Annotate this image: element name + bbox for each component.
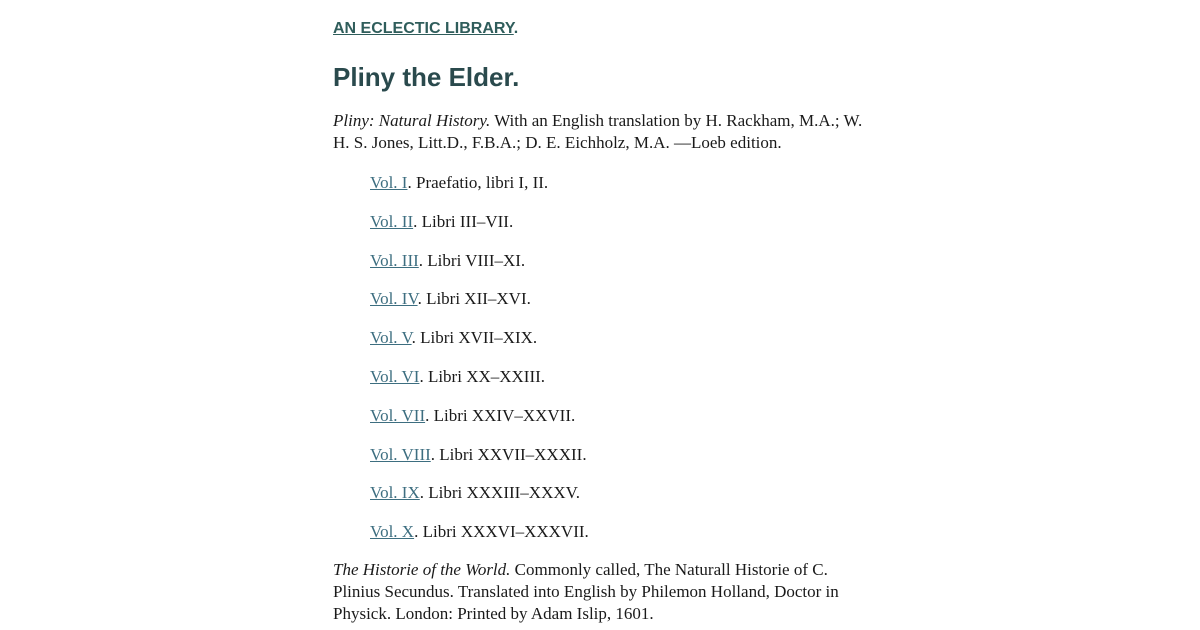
volume-link[interactable]: Vol. III bbox=[370, 250, 419, 270]
list-item bbox=[370, 405, 589, 444]
volume-link[interactable]: Vol. IX bbox=[370, 483, 420, 503]
page-title: Pliny the Elder. bbox=[333, 62, 520, 92]
volume-link[interactable]: Vol. VIII bbox=[370, 444, 431, 464]
volume-link[interactable]: Vol. VI bbox=[370, 366, 420, 386]
volume-description: . Libri XXXVI–XXXVII. bbox=[414, 522, 589, 542]
volume-description: . Praefatio, libri I, II. bbox=[407, 173, 549, 192]
site-header bbox=[333, 20, 518, 38]
volume-link[interactable]: Vol. V bbox=[370, 328, 412, 348]
volume-description: . Libri XX–XXIII. bbox=[419, 366, 546, 386]
volume-list bbox=[370, 172, 589, 560]
list-item bbox=[370, 211, 589, 250]
volume-description: . Libri XXXIII–XXXV. bbox=[419, 483, 580, 503]
volume-link[interactable]: Vol. II bbox=[370, 211, 414, 231]
volume-description: . Libri XXIV–XXVII. bbox=[425, 405, 576, 425]
volume-link[interactable]: Vol. I bbox=[370, 173, 408, 192]
volume-description: . Libri III–VII. bbox=[413, 211, 514, 231]
site-home-link[interactable]: AN ECLECTIC LIBRARY bbox=[333, 20, 514, 37]
list-item bbox=[370, 327, 589, 366]
volume-description: . Libri XXVII–XXXII. bbox=[430, 444, 587, 464]
entry-description: Commonly called, The Naturall Historie of C. Plinius Secundus. Translated into English by Philemon Holland, Doctor in Physick. London: Printed by Adam Islip, 1601. bbox=[333, 560, 839, 623]
volume-description: . Libri VIII–XI. bbox=[418, 250, 526, 270]
list-item bbox=[370, 444, 589, 483]
volume-link[interactable]: Vol. X bbox=[370, 522, 415, 542]
volume-link[interactable]: Vol. VII bbox=[370, 405, 426, 425]
volume-link[interactable]: Vol. IV bbox=[370, 289, 418, 309]
list-item bbox=[370, 482, 589, 521]
list-item bbox=[370, 288, 589, 327]
list-item bbox=[370, 521, 589, 560]
site-link-suffix: . bbox=[513, 20, 519, 37]
list-item bbox=[370, 250, 589, 289]
list-item bbox=[370, 172, 589, 211]
entry-title: Pliny: Natural History. bbox=[333, 111, 491, 130]
entry-natural-history bbox=[333, 110, 873, 154]
list-item bbox=[370, 366, 589, 405]
entry-title: The Historie of the World. bbox=[333, 560, 511, 579]
entry-historie-of-the-world bbox=[333, 559, 873, 625]
volume-description: . Libri XVII–XIX. bbox=[411, 328, 538, 348]
volume-description: . Libri XII–XVI. bbox=[417, 289, 531, 309]
entry-description: With an English translation by H. Rackham, M.A.; W. H. S. Jones, Litt.D., F.B.A.; D. E. Eichholz, M.A. —Loeb edition. bbox=[333, 111, 863, 152]
